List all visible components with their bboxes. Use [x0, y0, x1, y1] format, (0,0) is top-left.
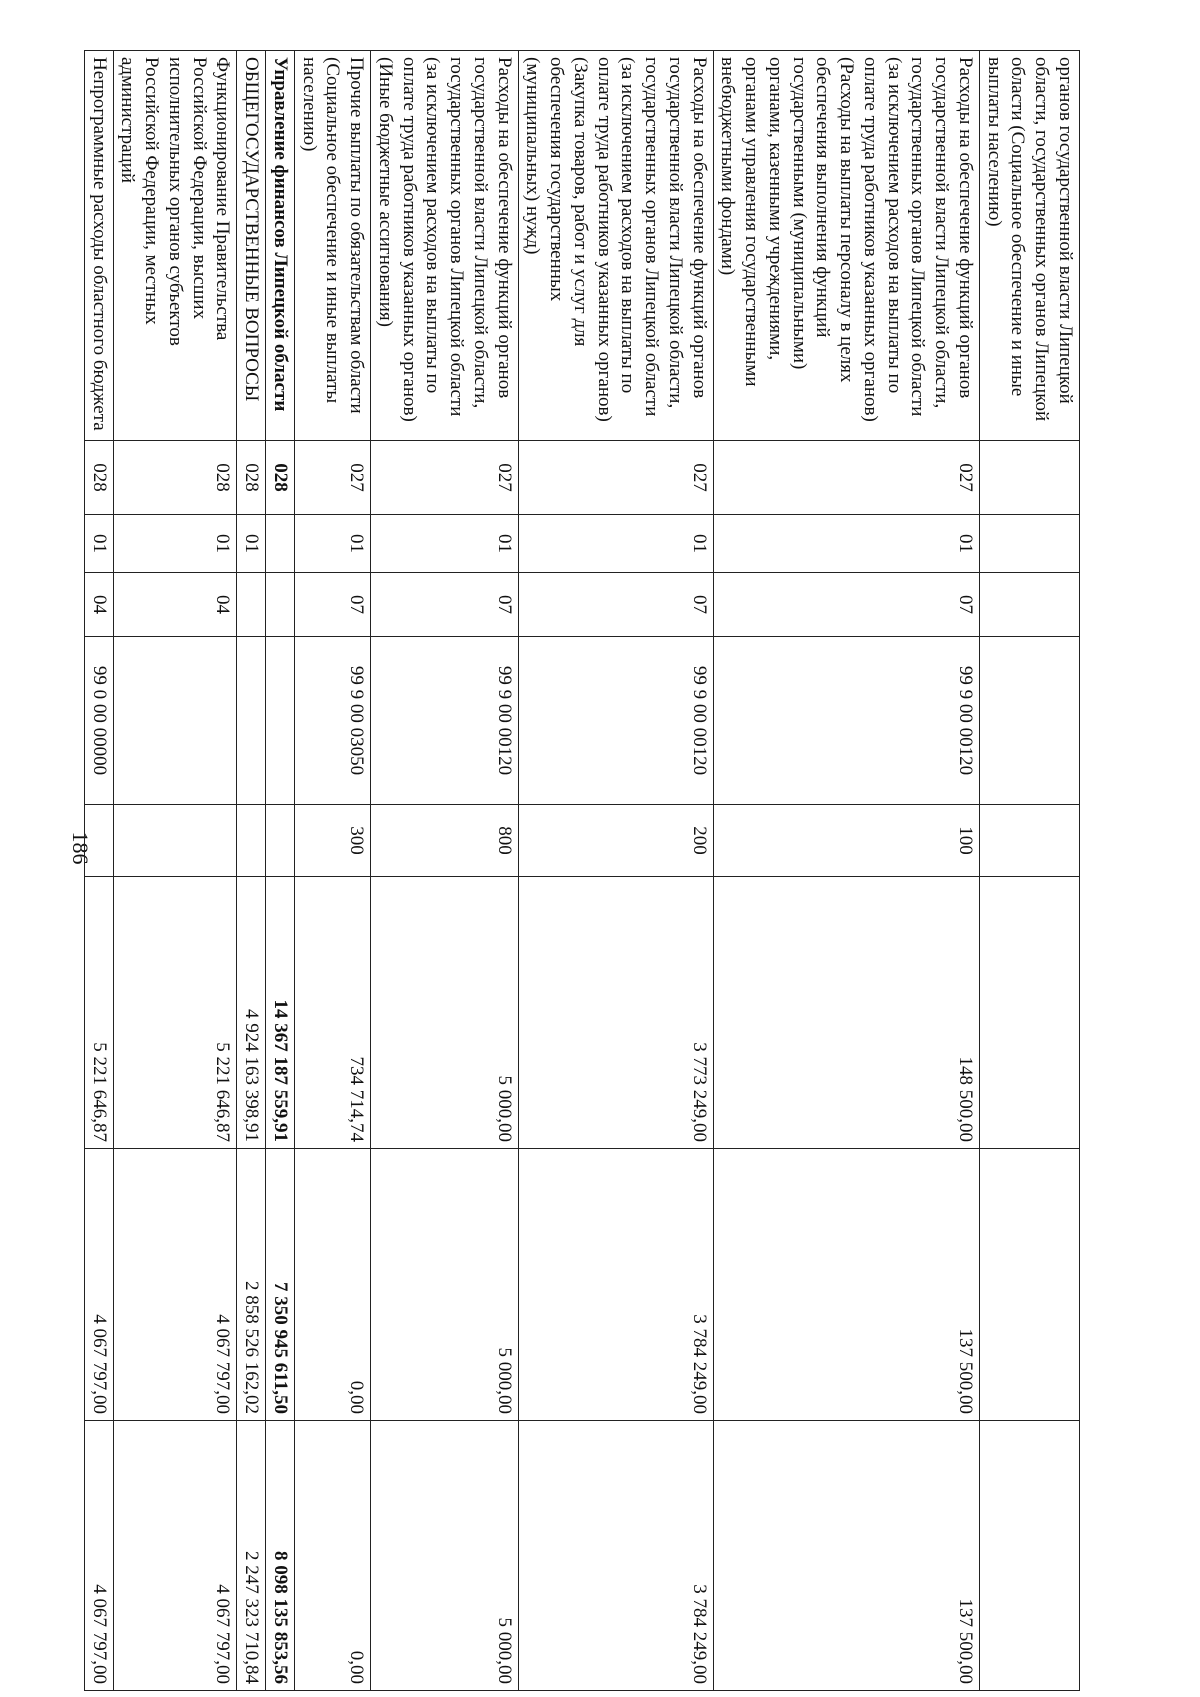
- row-amount-3: 137 500,00: [713, 1421, 979, 1691]
- row-gov-code: 027: [295, 441, 371, 515]
- row-section: 01: [518, 515, 713, 573]
- row-section: [266, 515, 295, 573]
- row-subsection: 04: [113, 573, 237, 637]
- row-amount-3: 4 067 797,00: [85, 1421, 114, 1691]
- row-expense-type: [85, 805, 114, 877]
- page-number: 186: [68, 831, 93, 865]
- row-gov-code: [980, 441, 1080, 515]
- row-gov-code: 028: [85, 441, 114, 515]
- row-amount-1: 3 773 249,00: [518, 877, 713, 1149]
- row-name: Прочие выплаты по обязательствам области (Социальное обеспечение и иные выплаты населению): [295, 51, 371, 441]
- row-target-article: 99 9 00 00120: [518, 637, 713, 805]
- table-row: [113, 51, 237, 1691]
- budget-table-container: [88, 50, 1080, 1690]
- table-row: [237, 51, 266, 1691]
- row-expense-type: 800: [371, 805, 519, 877]
- row-amount-2: 5 000,00: [371, 1149, 519, 1421]
- row-amount-2: 3 784 249,00: [518, 1149, 713, 1421]
- row-amount-1: [980, 877, 1080, 1149]
- row-section: [980, 515, 1080, 573]
- row-expense-type: [113, 805, 237, 877]
- row-subsection: 04: [85, 573, 114, 637]
- row-amount-1: 5 221 646,87: [85, 877, 114, 1149]
- table-row: [518, 51, 713, 1691]
- row-expense-type: 200: [518, 805, 713, 877]
- table-row-total: [266, 51, 295, 1691]
- row-expense-type: [980, 805, 1080, 877]
- row-name: Расходы на обеспечение функций органов государственной власти Липецкой области, государственных органов Липецкой области (за исключением расходов на выплаты по оплате труда работников указанных органов) (Закупка товаров, работ и услуг для обеспечения государственных (муниципальных) нужд): [518, 51, 713, 441]
- row-amount-2: 4 067 797,00: [113, 1149, 237, 1421]
- row-amount-1: 5 221 646,87: [113, 877, 237, 1149]
- row-gov-code: 027: [518, 441, 713, 515]
- row-name: Непрограммные расходы областного бюджета: [85, 51, 114, 441]
- row-amount-1: 4 924 163 398,91: [237, 877, 266, 1149]
- row-expense-type: 100: [713, 805, 979, 877]
- row-section: 01: [371, 515, 519, 573]
- row-amount-3: 4 067 797,00: [113, 1421, 237, 1691]
- row-amount-2: 7 350 945 611,50: [266, 1149, 295, 1421]
- row-amount-2: 0,00: [295, 1149, 371, 1421]
- row-amount-1: 734 714,74: [295, 877, 371, 1149]
- table-row: [85, 51, 114, 1691]
- row-subsection: 07: [295, 573, 371, 637]
- table-row: [371, 51, 519, 1691]
- row-gov-code: 027: [713, 441, 979, 515]
- row-amount-2: 2 858 526 162,02: [237, 1149, 266, 1421]
- row-section: 01: [113, 515, 237, 573]
- row-target-article: [237, 637, 266, 805]
- row-amount-2: 4 067 797,00: [85, 1149, 114, 1421]
- row-gov-code: 028: [266, 441, 295, 515]
- row-target-article: [266, 637, 295, 805]
- row-subsection: [980, 573, 1080, 637]
- table-row: [980, 51, 1080, 1691]
- row-amount-1: 5 000,00: [371, 877, 519, 1149]
- row-amount-3: 5 000,00: [371, 1421, 519, 1691]
- row-name: Управление финансов Липецкой области: [266, 51, 295, 441]
- row-target-article: [980, 637, 1080, 805]
- row-subsection: 07: [371, 573, 519, 637]
- row-subsection: [266, 573, 295, 637]
- row-target-article: 99 9 00 00120: [371, 637, 519, 805]
- row-name: органов государственной власти Липецкой области, государственных органов Липецкой области (Социальное обеспечение и иные выплаты населению): [980, 51, 1080, 441]
- row-amount-3: 2 247 323 710,84: [237, 1421, 266, 1691]
- row-section: 01: [713, 515, 979, 573]
- row-subsection: [237, 573, 266, 637]
- row-target-article: 99 9 00 00120: [713, 637, 979, 805]
- row-expense-type: 300: [295, 805, 371, 877]
- row-amount-3: 8 098 135 853,56: [266, 1421, 295, 1691]
- row-target-article: 99 0 00 00000: [85, 637, 114, 805]
- row-gov-code: 027: [371, 441, 519, 515]
- row-section: 01: [237, 515, 266, 573]
- row-name: Расходы на обеспечение функций органов государственной власти Липецкой области, государственных органов Липецкой области (за исключением расходов на выплаты по оплате труда работников указанных органов) (Расходы на выплаты персоналу в целях обеспечения выполнения функций государственными (муниципальными) органами, казенными учреждениями, органами управления государственными внебюджетными фондами): [713, 51, 979, 441]
- row-section: 01: [295, 515, 371, 573]
- row-expense-type: [266, 805, 295, 877]
- row-target-article: [113, 637, 237, 805]
- row-expense-type: [237, 805, 266, 877]
- row-subsection: 07: [518, 573, 713, 637]
- budget-table: [84, 50, 1080, 1691]
- row-amount-2: 137 500,00: [713, 1149, 979, 1421]
- row-gov-code: 028: [113, 441, 237, 515]
- row-target-article: 99 9 00 03050: [295, 637, 371, 805]
- row-name: Функционирование Правительства Российской Федерации, высших исполнительных органов субъектов Российской Федерации, местных администраций: [113, 51, 237, 441]
- row-gov-code: 028: [237, 441, 266, 515]
- row-amount-3: 3 784 249,00: [518, 1421, 713, 1691]
- row-name: ОБЩЕГОСУДАРСТВЕННЫЕ ВОПРОСЫ: [237, 51, 266, 441]
- table-row: [713, 51, 979, 1691]
- row-amount-3: 0,00: [295, 1421, 371, 1691]
- row-amount-1: 14 367 187 559,91: [266, 877, 295, 1149]
- table-row: [295, 51, 371, 1691]
- row-section: 01: [85, 515, 114, 573]
- row-subsection: 07: [713, 573, 979, 637]
- row-amount-1: 148 500,00: [713, 877, 979, 1149]
- row-amount-3: [980, 1421, 1080, 1691]
- row-amount-2: [980, 1149, 1080, 1421]
- row-name: Расходы на обеспечение функций органов государственной власти Липецкой области, государственных органов Липецкой области (за исключением расходов на выплаты по оплате труда работников указанных органов) (Иные бюджетные ассигнования): [371, 51, 519, 441]
